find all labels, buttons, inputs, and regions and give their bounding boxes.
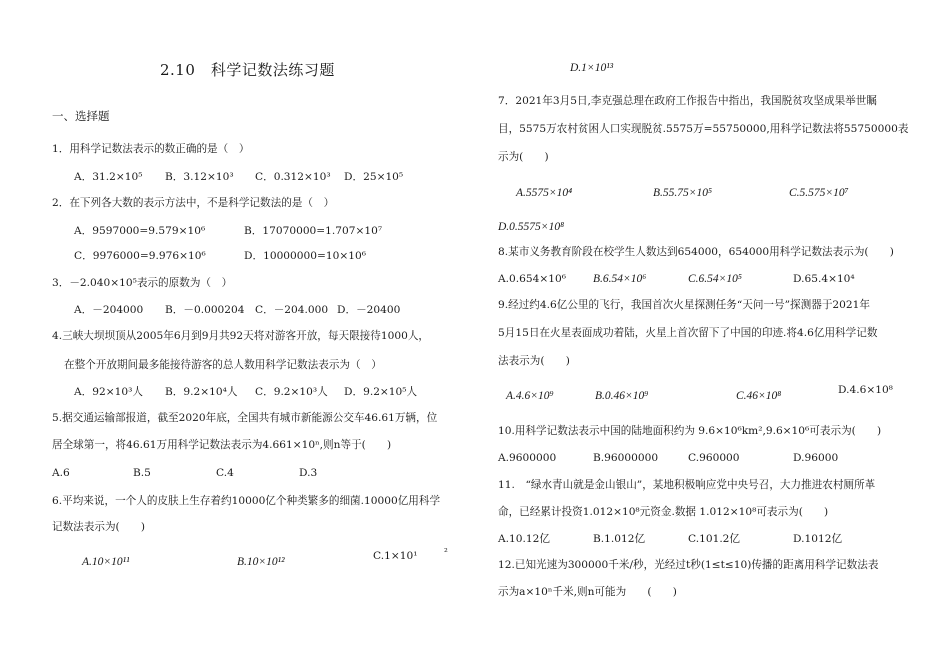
q2-option-b: B．17070000=1.707×10⁷ <box>244 225 383 237</box>
question-7-line-2: 目，5575万农村贫困人口实现脱贫.5575万=55750000,用科学记数法将55750000表 <box>498 123 909 135</box>
q4-option-b: B．9.2×10⁴人 <box>165 386 238 398</box>
question-4-line-1: 4.三峡大坝坝顶从2005年6月到9月共92天将对游客开放，每天限接待1000人， <box>52 330 430 342</box>
question-8: 8.某市义务教育阶段在校学生人数达到654000，654000用科学记数法表示为( ) <box>498 246 894 258</box>
question-9-line-3: 法表示为( ) <box>498 355 570 367</box>
q7-option-c: C.5.575×10⁷ <box>789 187 849 199</box>
question-9-line-2: 5月15日在火星表面成功着陆，火星上首次留下了中国的印迹.将4.6亿用科学记数 <box>498 327 878 339</box>
q1-option-d: D．25×10⁵ <box>344 171 404 183</box>
question-4-line-2: 在整个开放期间最多能接待游客的总人数用科学记数法表示为（ ） <box>64 359 382 371</box>
q3-option-d: D．－20400 <box>337 304 401 316</box>
q4-option-a: A．92×10³人 <box>74 386 143 398</box>
q11-option-d: D.1012亿 <box>793 533 843 545</box>
q9-option-b: B.0.46×10⁹ <box>595 390 649 402</box>
q7-option-a: A.5575×10⁴ <box>516 187 573 199</box>
q6-option-a: A.10×10¹¹ <box>82 556 130 568</box>
q6-option-c: C.1×10¹ <box>373 550 418 562</box>
q11-option-b: B.1.012亿 <box>593 533 646 545</box>
question-12-line-2: 示为a×10ⁿ千米,则n可能为 ( ) <box>498 586 677 598</box>
q9-option-c: C.46×10⁸ <box>736 390 782 402</box>
question-11-line-1: 11. “绿水青山就是金山银山”，某地积极响应党中央号召，大力推进农村厕所革 <box>498 479 876 491</box>
q9-option-a: A.4.6×10⁹ <box>506 390 554 402</box>
q10-option-c: C.960000 <box>688 452 740 464</box>
q2-option-d: D．10000000=10×10⁶ <box>244 250 366 262</box>
question-12-line-1: 12.已知光速为300000千米/秒，光经过t秒(1≤t≤10)传播的距离用科学记数法表 <box>498 559 879 571</box>
question-6-line-2: 记数法表示为( ) <box>52 521 146 533</box>
q5-option-d: D.3 <box>299 467 318 479</box>
question-1: 1．用科学记数法表示的数正确的是（ ） <box>52 143 250 155</box>
section-heading: 一、选择题 <box>52 109 110 123</box>
q11-option-a: A.10.12亿 <box>498 533 550 545</box>
q9-option-d: D.4.6×10⁸ <box>838 384 893 396</box>
q3-option-b: B．－0.000204 <box>165 304 245 316</box>
question-2: 2．在下列各大数的表示方法中，不是科学记数法的是（ ） <box>52 197 335 209</box>
q2-option-c: C．9976000=9.976×10⁶ <box>74 250 206 262</box>
q5-option-a: A.6 <box>52 467 70 479</box>
q1-option-c: C．0.312×10³ <box>255 171 331 183</box>
question-9-line-1: 9.经过约4.6亿公里的飞行，我国首次火星探测任务“天问一号”探测器于2021年 <box>498 299 870 311</box>
question-11-line-2: 命，已经累计投资1.012×10⁸元资金.数据 1.012×10⁸可表示为( ) <box>498 506 829 518</box>
q1-option-a: A．31.2×10⁵ <box>74 171 143 183</box>
q10-option-a: A.9600000 <box>498 452 557 464</box>
q5-option-c: C.4 <box>216 467 234 479</box>
q8-option-d: D.65.4×10⁴ <box>793 273 855 285</box>
question-7-line-1: 7．2021年3月5日,李克强总理在政府工作报告中指出，我国脱贫攻坚成果举世瞩 <box>498 95 877 107</box>
q6-option-d: D.1×10¹³ <box>570 62 614 74</box>
q4-option-d: D．9.2×10⁵人 <box>344 386 418 398</box>
q4-option-c: C．9.2×10³人 <box>255 386 328 398</box>
q6-option-b: B.10×10¹² <box>237 556 285 568</box>
q8-option-a: A.0.654×10⁶ <box>498 273 566 285</box>
q6-option-c-exponent-remnant: ² <box>444 547 448 558</box>
question-6-line-1: 6.平均来说，一个人的皮肤上生存着约10000亿个种类繁多的细菌.10000亿用科学 <box>52 495 441 507</box>
question-3: 3．－2.040×10⁵表示的原数为（ ） <box>52 277 233 289</box>
question-7-line-3: 示为( ) <box>498 151 549 163</box>
page-title: 2.10 科学记数法练习题 <box>160 61 335 79</box>
q10-option-b: B.96000000 <box>593 452 659 464</box>
q8-option-c: C.6.54×10⁵ <box>688 273 742 285</box>
q2-option-a: A．9597000=9.579×10⁶ <box>74 225 206 237</box>
q1-option-b: B．3.12×10³ <box>165 171 234 183</box>
question-5-line-1: 5.据交通运输部报道，截至2020年底，全国共有城市新能源公交车46.61万辆，位 <box>52 412 438 424</box>
question-10: 10.用科学记数法表示中国的陆地面积约为 9.6×10⁶km²,9.6×10⁶可表示为( ) <box>498 425 882 437</box>
q5-option-b: B.5 <box>133 467 151 479</box>
question-5-line-2: 居全球第一，将46.61万用科学记数法表示为4.661×10ⁿ,则n等于( ) <box>52 439 392 451</box>
q8-option-b: B.6.54×10⁶ <box>593 273 647 285</box>
q11-option-c: C.101.2亿 <box>688 533 741 545</box>
q7-option-d: D.0.5575×10⁸ <box>498 221 565 233</box>
q10-option-d: D.96000 <box>793 452 839 464</box>
q3-option-c: C．－204.000 <box>255 304 329 316</box>
q3-option-a: A．－204000 <box>74 304 144 316</box>
q7-option-b: B.55.75×10⁵ <box>653 187 713 199</box>
